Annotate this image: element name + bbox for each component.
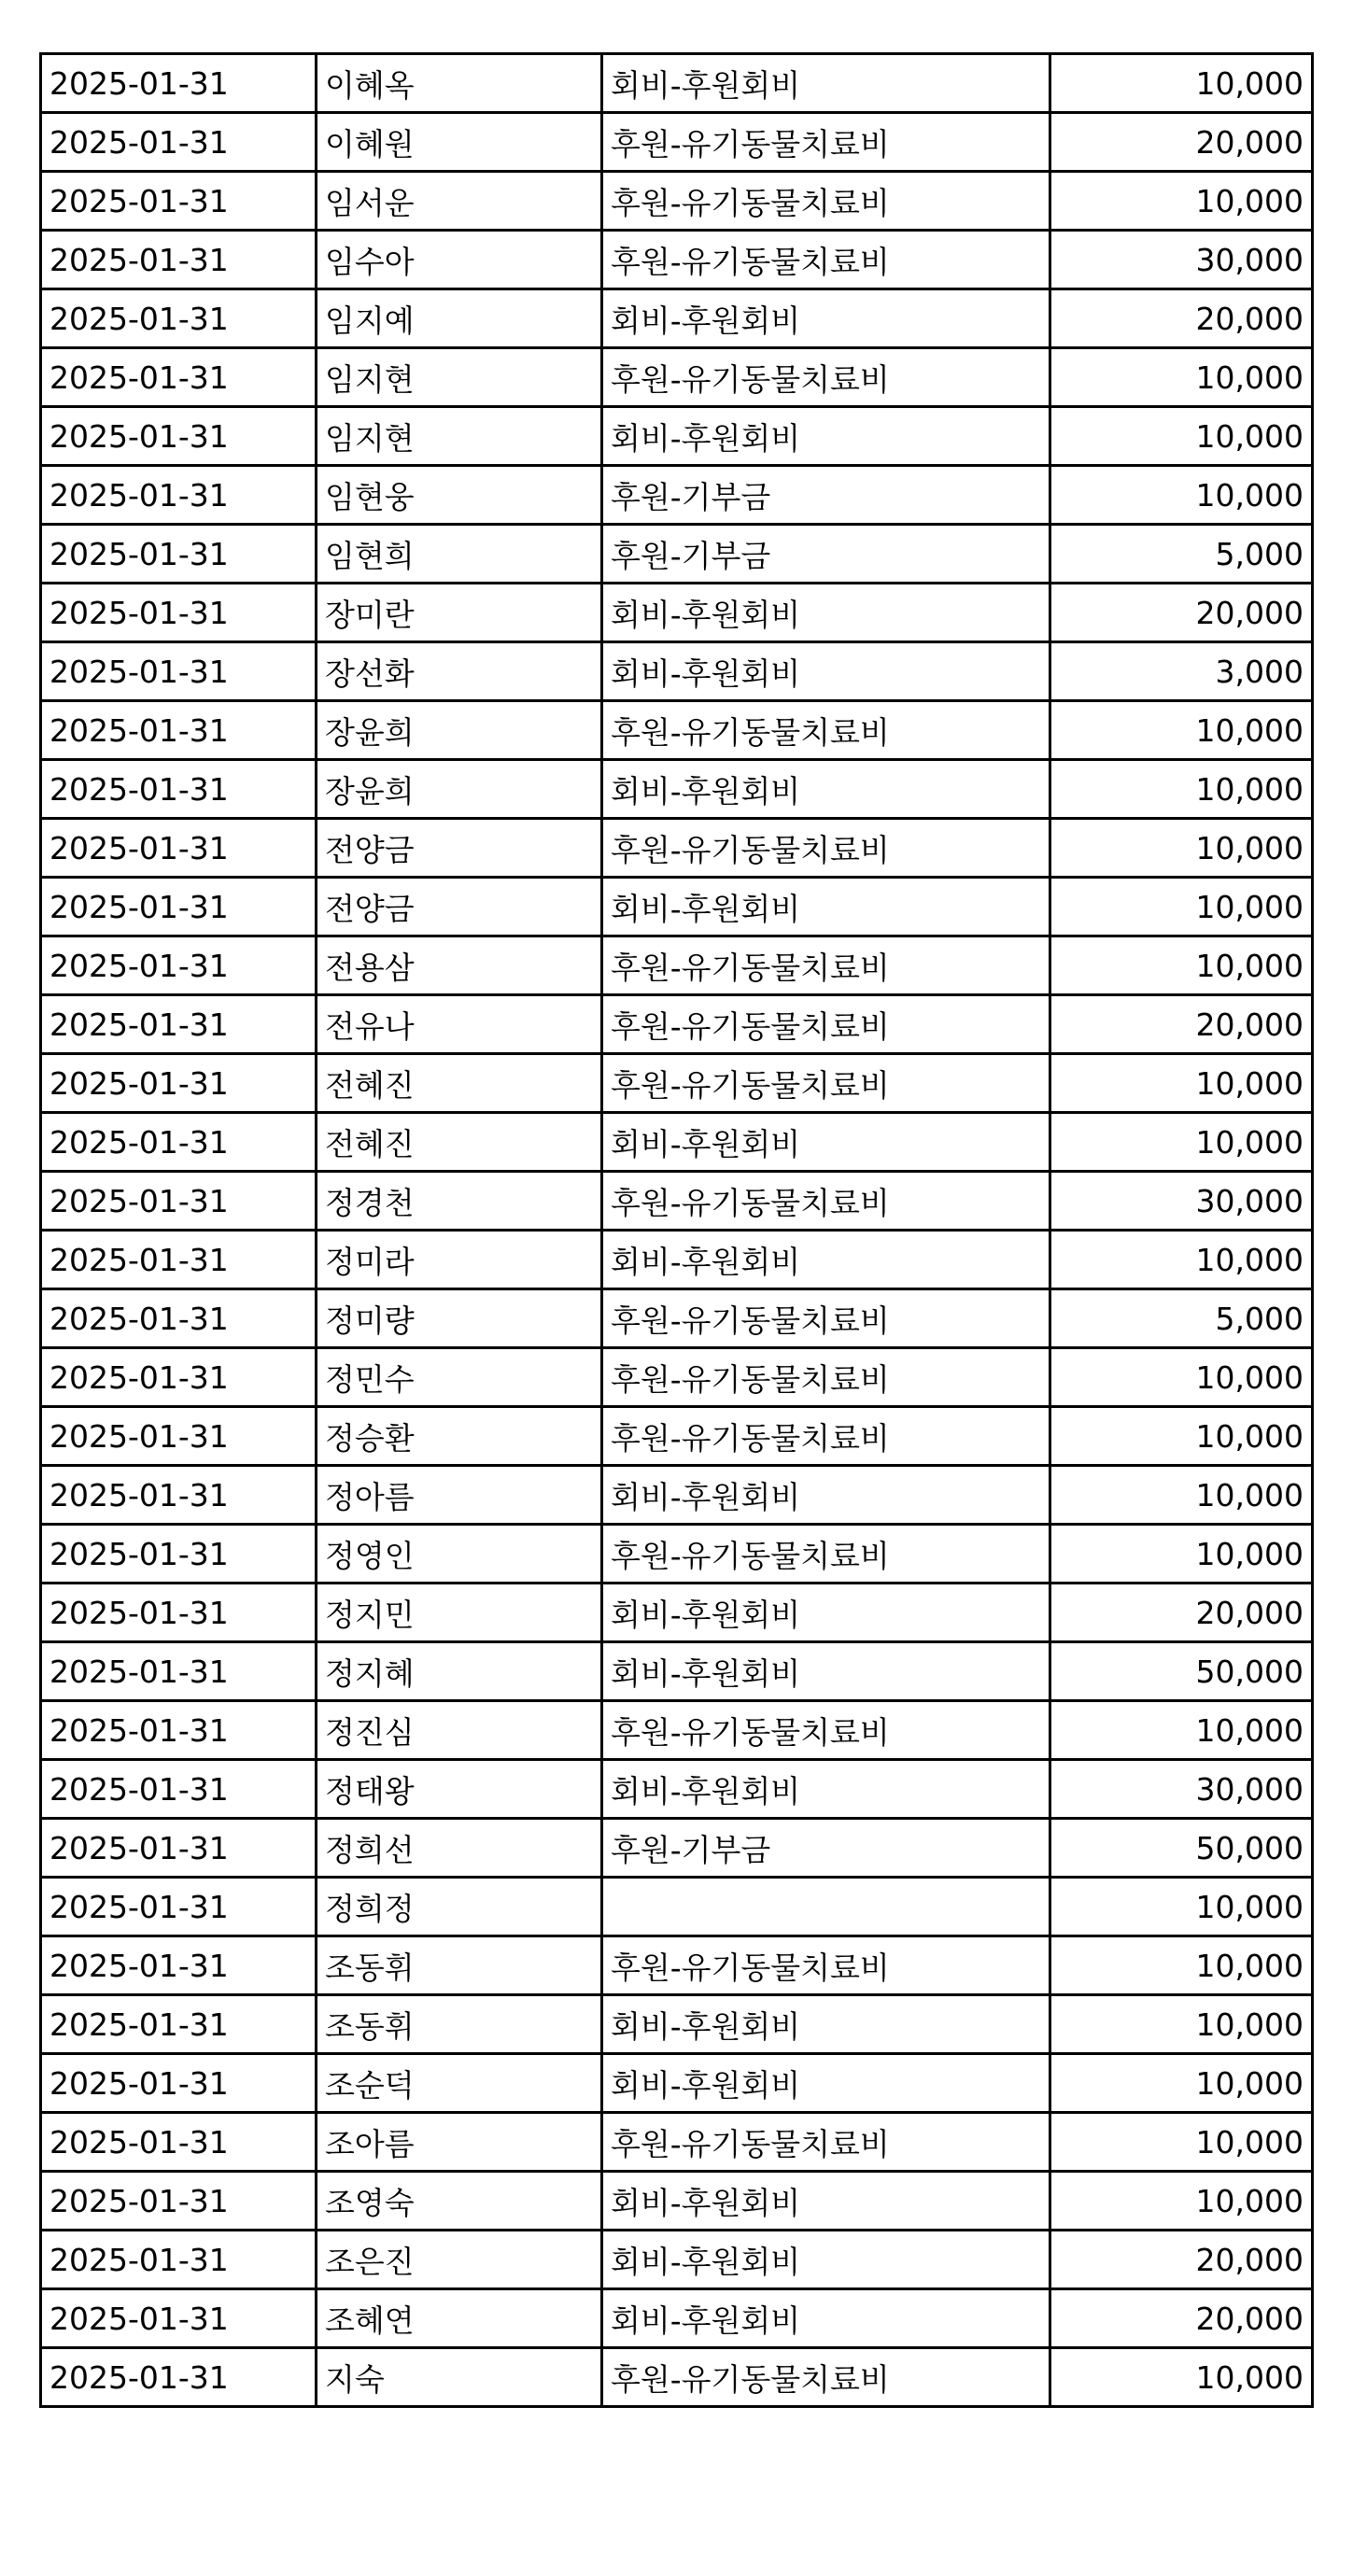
date-cell: 2025-01-31 bbox=[41, 1701, 317, 1760]
table-row bbox=[41, 1584, 1313, 1642]
amount-cell: 10,000 bbox=[1050, 1231, 1313, 1289]
ledger-body bbox=[41, 54, 1313, 2407]
donor-name-cell: 임현희 bbox=[317, 525, 602, 584]
amount-cell: 10,000 bbox=[1050, 1878, 1313, 1936]
date-cell: 2025-01-31 bbox=[41, 2172, 317, 2231]
table-row bbox=[41, 584, 1313, 642]
donor-name-cell: 장미란 bbox=[317, 584, 602, 642]
category-cell: 후원-유기동물치료비 bbox=[602, 1407, 1050, 1466]
date-cell: 2025-01-31 bbox=[41, 1407, 317, 1466]
category-cell: 회비-후원회비 bbox=[602, 1466, 1050, 1525]
date-cell: 2025-01-31 bbox=[41, 1525, 317, 1584]
category-cell: 회비-후원회비 bbox=[602, 2172, 1050, 2231]
table-row bbox=[41, 54, 1313, 113]
date-cell: 2025-01-31 bbox=[41, 2113, 317, 2172]
table-row bbox=[41, 1995, 1313, 2054]
table-row bbox=[41, 231, 1313, 289]
table-row bbox=[41, 289, 1313, 348]
date-cell: 2025-01-31 bbox=[41, 1348, 317, 1407]
donor-name-cell: 전유나 bbox=[317, 995, 602, 1054]
date-cell: 2025-01-31 bbox=[41, 289, 317, 348]
donation-ledger-table bbox=[39, 52, 1314, 2408]
category-cell: 회비-후원회비 bbox=[602, 1231, 1050, 1289]
amount-cell: 20,000 bbox=[1050, 2231, 1313, 2289]
amount-cell: 3,000 bbox=[1050, 642, 1313, 701]
donor-name-cell: 정지혜 bbox=[317, 1642, 602, 1701]
table-row bbox=[41, 113, 1313, 172]
amount-cell: 5,000 bbox=[1050, 525, 1313, 584]
table-row bbox=[41, 407, 1313, 466]
donor-name-cell: 조동휘 bbox=[317, 1936, 602, 1995]
amount-cell: 10,000 bbox=[1050, 172, 1313, 231]
table-row bbox=[41, 2348, 1313, 2407]
amount-cell: 10,000 bbox=[1050, 1936, 1313, 1995]
amount-cell: 20,000 bbox=[1050, 584, 1313, 642]
date-cell: 2025-01-31 bbox=[41, 1584, 317, 1642]
table-row bbox=[41, 1466, 1313, 1525]
donor-name-cell: 정진심 bbox=[317, 1701, 602, 1760]
category-cell: 후원-유기동물치료비 bbox=[602, 701, 1050, 760]
date-cell: 2025-01-31 bbox=[41, 1819, 317, 1878]
amount-cell: 10,000 bbox=[1050, 2054, 1313, 2113]
amount-cell: 30,000 bbox=[1050, 1172, 1313, 1231]
donor-name-cell: 정민수 bbox=[317, 1348, 602, 1407]
date-cell: 2025-01-31 bbox=[41, 701, 317, 760]
category-cell: 후원-유기동물치료비 bbox=[602, 1701, 1050, 1760]
donor-name-cell: 정미량 bbox=[317, 1289, 602, 1348]
amount-cell: 5,000 bbox=[1050, 1289, 1313, 1348]
amount-cell: 20,000 bbox=[1050, 113, 1313, 172]
category-cell: 회비-후원회비 bbox=[602, 289, 1050, 348]
date-cell: 2025-01-31 bbox=[41, 466, 317, 525]
donor-name-cell: 장윤희 bbox=[317, 701, 602, 760]
category-cell: 후원-유기동물치료비 bbox=[602, 1289, 1050, 1348]
table-row bbox=[41, 642, 1313, 701]
date-cell: 2025-01-31 bbox=[41, 2289, 317, 2348]
donor-name-cell: 임서운 bbox=[317, 172, 602, 231]
category-cell: 후원-유기동물치료비 bbox=[602, 231, 1050, 289]
category-cell: 후원-유기동물치료비 bbox=[602, 348, 1050, 407]
category-cell: 후원-유기동물치료비 bbox=[602, 936, 1050, 995]
date-cell: 2025-01-31 bbox=[41, 54, 317, 113]
category-cell: 회비-후원회비 bbox=[602, 54, 1050, 113]
amount-cell: 10,000 bbox=[1050, 2172, 1313, 2231]
table-row bbox=[41, 348, 1313, 407]
date-cell: 2025-01-31 bbox=[41, 936, 317, 995]
donor-name-cell: 전양금 bbox=[317, 819, 602, 878]
donor-name-cell: 정미라 bbox=[317, 1231, 602, 1289]
table-row bbox=[41, 819, 1313, 878]
table-row bbox=[41, 760, 1313, 819]
table-row bbox=[41, 1760, 1313, 1819]
amount-cell: 20,000 bbox=[1050, 2289, 1313, 2348]
donor-name-cell: 정지민 bbox=[317, 1584, 602, 1642]
table-row bbox=[41, 1701, 1313, 1760]
donor-name-cell: 정태왕 bbox=[317, 1760, 602, 1819]
date-cell: 2025-01-31 bbox=[41, 1936, 317, 1995]
category-cell: 후원-기부금 bbox=[602, 1819, 1050, 1878]
date-cell: 2025-01-31 bbox=[41, 348, 317, 407]
donor-name-cell: 정아름 bbox=[317, 1466, 602, 1525]
category-cell: 후원-유기동물치료비 bbox=[602, 1525, 1050, 1584]
table-row bbox=[41, 936, 1313, 995]
table-row bbox=[41, 525, 1313, 584]
amount-cell: 10,000 bbox=[1050, 701, 1313, 760]
amount-cell: 30,000 bbox=[1050, 231, 1313, 289]
date-cell: 2025-01-31 bbox=[41, 1466, 317, 1525]
donor-name-cell: 조영숙 bbox=[317, 2172, 602, 2231]
amount-cell: 50,000 bbox=[1050, 1819, 1313, 1878]
category-cell: 후원-기부금 bbox=[602, 525, 1050, 584]
donor-name-cell: 임현웅 bbox=[317, 466, 602, 525]
table-row bbox=[41, 1525, 1313, 1584]
donor-name-cell: 정희정 bbox=[317, 1878, 602, 1936]
date-cell: 2025-01-31 bbox=[41, 760, 317, 819]
amount-cell: 30,000 bbox=[1050, 1760, 1313, 1819]
table-row bbox=[41, 172, 1313, 231]
donor-name-cell: 임지예 bbox=[317, 289, 602, 348]
date-cell: 2025-01-31 bbox=[41, 1995, 317, 2054]
date-cell: 2025-01-31 bbox=[41, 1878, 317, 1936]
date-cell: 2025-01-31 bbox=[41, 584, 317, 642]
category-cell: 후원-유기동물치료비 bbox=[602, 819, 1050, 878]
table-row bbox=[41, 1172, 1313, 1231]
table-row bbox=[41, 1113, 1313, 1172]
donor-name-cell: 지숙 bbox=[317, 2348, 602, 2407]
category-cell: 후원-유기동물치료비 bbox=[602, 1054, 1050, 1113]
date-cell: 2025-01-31 bbox=[41, 1289, 317, 1348]
category-cell: 회비-후원회비 bbox=[602, 1584, 1050, 1642]
table-row bbox=[41, 1819, 1313, 1878]
amount-cell: 10,000 bbox=[1050, 878, 1313, 936]
date-cell: 2025-01-31 bbox=[41, 1172, 317, 1231]
amount-cell: 20,000 bbox=[1050, 995, 1313, 1054]
category-cell: 회비-후원회비 bbox=[602, 642, 1050, 701]
donor-name-cell: 조순덕 bbox=[317, 2054, 602, 2113]
amount-cell: 10,000 bbox=[1050, 54, 1313, 113]
category-cell: 회비-후원회비 bbox=[602, 2289, 1050, 2348]
category-cell: 회비-후원회비 bbox=[602, 1760, 1050, 1819]
table-row bbox=[41, 1642, 1313, 1701]
category-cell: 후원-유기동물치료비 bbox=[602, 1172, 1050, 1231]
donor-name-cell: 조혜연 bbox=[317, 2289, 602, 2348]
donor-name-cell: 전혜진 bbox=[317, 1054, 602, 1113]
donor-name-cell: 임지현 bbox=[317, 348, 602, 407]
category-cell: 후원-유기동물치료비 bbox=[602, 172, 1050, 231]
category-cell: 후원-기부금 bbox=[602, 466, 1050, 525]
amount-cell: 10,000 bbox=[1050, 2113, 1313, 2172]
amount-cell: 20,000 bbox=[1050, 1584, 1313, 1642]
date-cell: 2025-01-31 bbox=[41, 878, 317, 936]
amount-cell: 10,000 bbox=[1050, 466, 1313, 525]
date-cell: 2025-01-31 bbox=[41, 2348, 317, 2407]
category-cell: 후원-유기동물치료비 bbox=[602, 995, 1050, 1054]
category-cell: 회비-후원회비 bbox=[602, 1642, 1050, 1701]
category-cell: 후원-유기동물치료비 bbox=[602, 1936, 1050, 1995]
table-row bbox=[41, 1878, 1313, 1936]
table-row bbox=[41, 2231, 1313, 2289]
date-cell: 2025-01-31 bbox=[41, 113, 317, 172]
date-cell: 2025-01-31 bbox=[41, 995, 317, 1054]
donor-name-cell: 임지현 bbox=[317, 407, 602, 466]
table-row bbox=[41, 2289, 1313, 2348]
donor-name-cell: 조은진 bbox=[317, 2231, 602, 2289]
table-row bbox=[41, 2172, 1313, 2231]
table-row bbox=[41, 1231, 1313, 1289]
amount-cell: 10,000 bbox=[1050, 819, 1313, 878]
category-cell: 회비-후원회비 bbox=[602, 584, 1050, 642]
date-cell: 2025-01-31 bbox=[41, 407, 317, 466]
donor-name-cell: 장선화 bbox=[317, 642, 602, 701]
donor-name-cell: 정경천 bbox=[317, 1172, 602, 1231]
donor-name-cell: 정승환 bbox=[317, 1407, 602, 1466]
donor-name-cell: 전혜진 bbox=[317, 1113, 602, 1172]
date-cell: 2025-01-31 bbox=[41, 1113, 317, 1172]
table-row bbox=[41, 2054, 1313, 2113]
amount-cell: 10,000 bbox=[1050, 760, 1313, 819]
amount-cell: 10,000 bbox=[1050, 1525, 1313, 1584]
table-row bbox=[41, 1936, 1313, 1995]
amount-cell: 10,000 bbox=[1050, 1407, 1313, 1466]
date-cell: 2025-01-31 bbox=[41, 1760, 317, 1819]
category-cell: 회비-후원회비 bbox=[602, 2054, 1050, 2113]
amount-cell: 10,000 bbox=[1050, 936, 1313, 995]
donor-name-cell: 이혜옥 bbox=[317, 54, 602, 113]
category-cell: 후원-유기동물치료비 bbox=[602, 113, 1050, 172]
donor-name-cell: 정영인 bbox=[317, 1525, 602, 1584]
table-row bbox=[41, 1054, 1313, 1113]
category-cell: 회비-후원회비 bbox=[602, 2231, 1050, 2289]
category-cell: 회비-후원회비 bbox=[602, 760, 1050, 819]
date-cell: 2025-01-31 bbox=[41, 2054, 317, 2113]
category-cell: 회비-후원회비 bbox=[602, 1995, 1050, 2054]
donor-name-cell: 전양금 bbox=[317, 878, 602, 936]
table-row bbox=[41, 466, 1313, 525]
amount-cell: 10,000 bbox=[1050, 1701, 1313, 1760]
date-cell: 2025-01-31 bbox=[41, 525, 317, 584]
table-row bbox=[41, 1407, 1313, 1466]
category-cell: 후원-유기동물치료비 bbox=[602, 1348, 1050, 1407]
date-cell: 2025-01-31 bbox=[41, 1231, 317, 1289]
table-row bbox=[41, 701, 1313, 760]
category-cell: 회비-후원회비 bbox=[602, 1113, 1050, 1172]
donor-name-cell: 이혜원 bbox=[317, 113, 602, 172]
date-cell: 2025-01-31 bbox=[41, 819, 317, 878]
category-cell: 회비-후원회비 bbox=[602, 878, 1050, 936]
amount-cell: 50,000 bbox=[1050, 1642, 1313, 1701]
amount-cell: 10,000 bbox=[1050, 2348, 1313, 2407]
amount-cell: 10,000 bbox=[1050, 1113, 1313, 1172]
date-cell: 2025-01-31 bbox=[41, 1642, 317, 1701]
date-cell: 2025-01-31 bbox=[41, 2231, 317, 2289]
donor-name-cell: 조아름 bbox=[317, 2113, 602, 2172]
donor-name-cell: 전용삼 bbox=[317, 936, 602, 995]
amount-cell: 10,000 bbox=[1050, 407, 1313, 466]
category-cell: 후원-유기동물치료비 bbox=[602, 2348, 1050, 2407]
amount-cell: 10,000 bbox=[1050, 1348, 1313, 1407]
category-cell bbox=[602, 1878, 1050, 1936]
amount-cell: 20,000 bbox=[1050, 289, 1313, 348]
table-row bbox=[41, 1348, 1313, 1407]
category-cell: 회비-후원회비 bbox=[602, 407, 1050, 466]
category-cell: 후원-유기동물치료비 bbox=[602, 2113, 1050, 2172]
date-cell: 2025-01-31 bbox=[41, 172, 317, 231]
amount-cell: 10,000 bbox=[1050, 1466, 1313, 1525]
table-row bbox=[41, 1289, 1313, 1348]
date-cell: 2025-01-31 bbox=[41, 231, 317, 289]
donor-name-cell: 장윤희 bbox=[317, 760, 602, 819]
table-row bbox=[41, 995, 1313, 1054]
date-cell: 2025-01-31 bbox=[41, 1054, 317, 1113]
amount-cell: 10,000 bbox=[1050, 348, 1313, 407]
amount-cell: 10,000 bbox=[1050, 1054, 1313, 1113]
donor-name-cell: 정희선 bbox=[317, 1819, 602, 1878]
table-row bbox=[41, 2113, 1313, 2172]
donor-name-cell: 임수아 bbox=[317, 231, 602, 289]
donor-name-cell: 조동휘 bbox=[317, 1995, 602, 2054]
date-cell: 2025-01-31 bbox=[41, 642, 317, 701]
amount-cell: 10,000 bbox=[1050, 1995, 1313, 2054]
table-row bbox=[41, 878, 1313, 936]
